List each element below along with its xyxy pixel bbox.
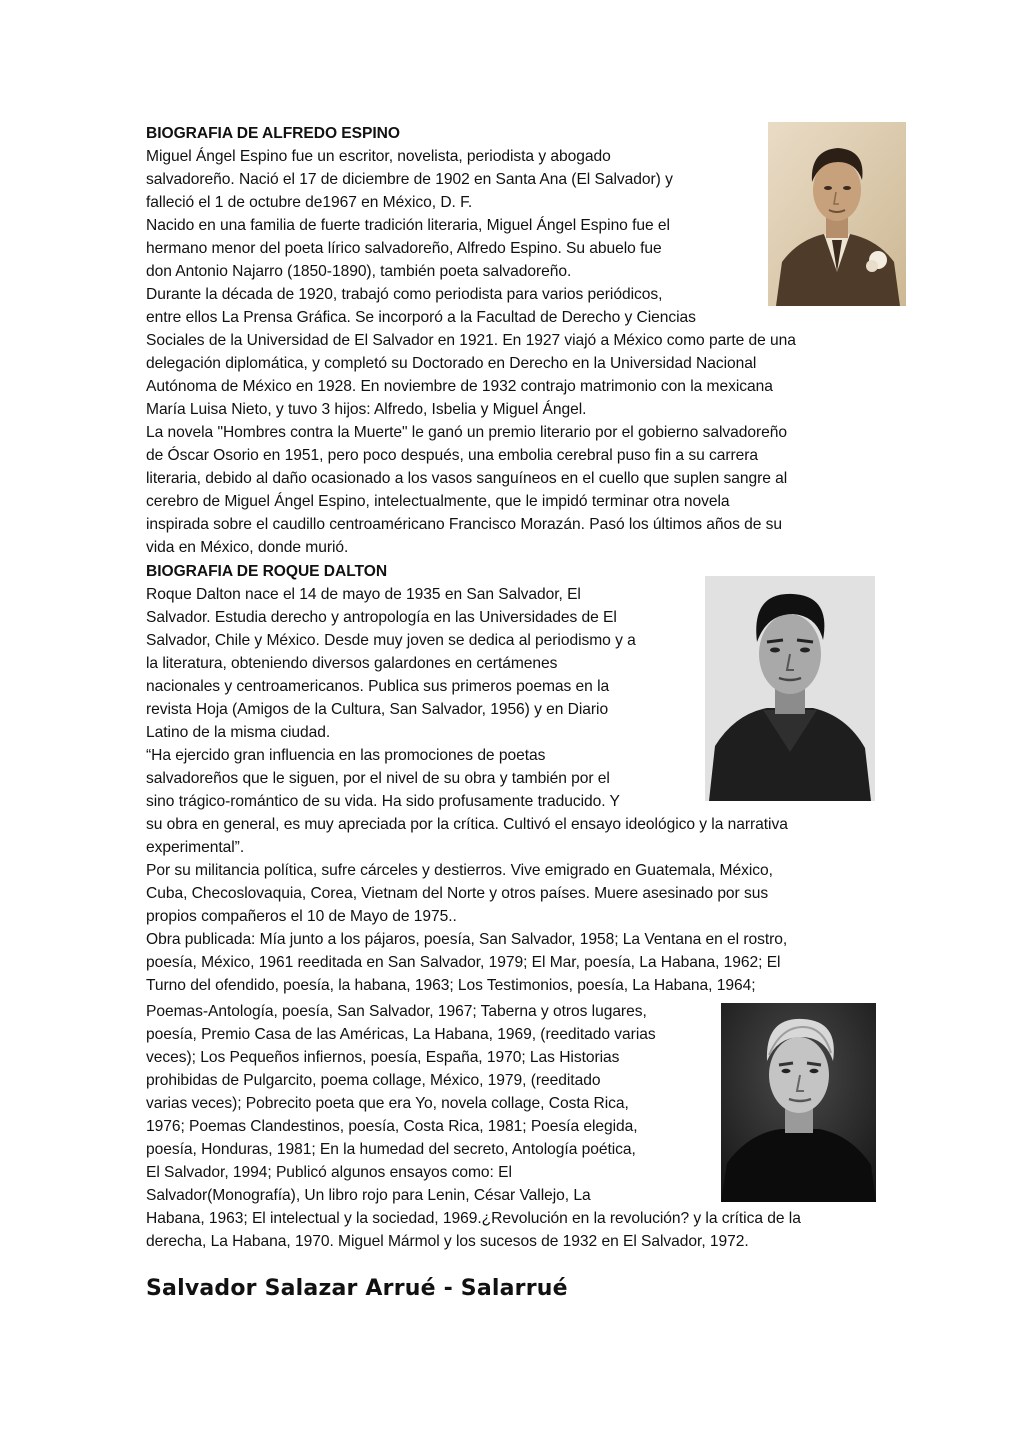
espino-line: Nacido en una familia de fuerte tradición literaria, Miguel Ángel Espino fue el <box>146 217 670 234</box>
espino-line: falleció el 1 de octubre de1967 en México, D. F. <box>146 194 473 211</box>
dalton-line: Turno del ofendido, poesía, la habana, 1963; Los Testimonios, poesía, La Habana, 1964; <box>146 977 756 994</box>
espino-line: entre ellos La Prensa Gráfica. Se incorporó a la Facultad de Derecho y Ciencias <box>146 309 696 326</box>
dalton-line: Obra publicada: Mía junto a los pájaros, poesía, San Salvador, 1958; La Ventana en el rostro, <box>146 931 788 948</box>
dalton-line: revista Hoja (Amigos de la Cultura, San Salvador, 1956) y en Diario <box>146 701 609 718</box>
salarrue-portrait-photo <box>721 1003 876 1202</box>
dalton-line: Roque Dalton nace el 14 de mayo de 1935 en San Salvador, El <box>146 586 581 603</box>
dalton-line: salvadoreños que le siguen, por el nivel de su obra y también por el <box>146 770 610 787</box>
dalton-title: BIOGRAFIA DE ROQUE DALTON <box>146 563 388 580</box>
dalton-line: Poemas-Antología, poesía, San Salvador, 1967; Taberna y otros lugares, <box>146 1003 647 1020</box>
espino-line: vida en México, donde murió. <box>146 539 349 556</box>
dalton-line: varias veces); Pobrecito poeta que era Yo, novela collage, Costa Rica, <box>146 1095 629 1112</box>
dalton-line: poesía, México, 1961 reeditada en San Salvador, 1979; El Mar, poesía, La Habana, 1962; El <box>146 954 781 971</box>
dalton-line: 1976; Poemas Clandestinos, poesía, Costa Rica, 1981; Poesía elegida, <box>146 1118 638 1135</box>
espino-line: delegación diplomática, y completó su Doctorado en Derecho en la Universidad Nacional <box>146 355 757 372</box>
dalton-line: “Ha ejercido gran influencia en las promociones de poetas <box>146 747 546 764</box>
dalton-line: la literatura, obteniendo diversos galardones en certámenes <box>146 655 558 672</box>
dalton-line: Cuba, Checoslovaquia, Corea, Vietnam del Norte y otros países. Muere asesinado por sus <box>146 885 769 902</box>
dalton-line: poesía, Premio Casa de las Américas, La Habana, 1969, (reeditado varias <box>146 1026 656 1043</box>
dalton-line: Habana, 1963; El intelectual y la sociedad, 1969.¿Revolución en la revolución? y la crítica de la <box>146 1210 801 1227</box>
espino-line: Sociales de la Universidad de El Salvador en 1921. En 1927 viajó a México como parte de una <box>146 332 796 349</box>
espino-line: La novela "Hombres contra la Muerte" le ganó un premio literario por el gobierno salvadoreño <box>146 424 787 441</box>
dalton-line: propios compañeros el 10 de Mayo de 1975.. <box>146 908 457 925</box>
espino-line: de Óscar Osorio en 1951, pero poco después, una embolia cerebral puso fin a su carrera <box>146 447 759 464</box>
espino-line: cerebro de Miguel Ángel Espino, intelectualmente, que le impidó terminar otra novela <box>146 493 730 510</box>
espino-line: salvadoreño. Nació el 17 de diciembre de 1902 en Santa Ana (El Salvador) y <box>146 171 673 188</box>
dalton-line: El Salvador, 1994; Publicó algunos ensayos como: El <box>146 1164 512 1181</box>
dalton-line: sino trágico-romántico de su vida. Ha sido profusamente traducido. Y <box>146 793 620 810</box>
espino-portrait-photo <box>768 122 906 306</box>
espino-line: don Antonio Najarro (1850-1890), también poeta salvadoreño. <box>146 263 572 280</box>
dalton-line: poesía, Honduras, 1981; En la humedad del secreto, Antología poética, <box>146 1141 636 1158</box>
espino-line: hermano menor del poeta lírico salvadoreño, Alfredo Espino. Su abuelo fue <box>146 240 662 257</box>
dalton-line: Salvador. Estudia derecho y antropología en las Universidades de El <box>146 609 617 626</box>
espino-line: Durante la década de 1920, trabajó como periodista para varios periódicos, <box>146 286 663 303</box>
dalton-line: derecha, La Habana, 1970. Miguel Mármol y los sucesos de 1932 en El Salvador, 1972. <box>146 1233 749 1250</box>
espino-line: Autónoma de México en 1928. En noviembre de 1932 contrajo matrimonio con la mexicana <box>146 378 773 395</box>
dalton-portrait-photo <box>705 576 875 801</box>
dalton-line: prohibidas de Pulgarcito, poema collage, México, 1979, (reeditado <box>146 1072 601 1089</box>
espino-line: inspirada sobre el caudillo centroaméricano Francisco Morazán. Pasó los últimos años de su <box>146 516 783 533</box>
espino-line: María Luisa Nieto, y tuvo 3 hijos: Alfredo, Isbelia y Miguel Ángel. <box>146 401 587 418</box>
espino-line: Miguel Ángel Espino fue un escritor, novelista, periodista y abogado <box>146 148 611 165</box>
dalton-line: Salvador, Chile y México. Desde muy joven se dedica al periodismo y a <box>146 632 636 649</box>
dalton-line: experimental”. <box>146 839 245 856</box>
espino-title: BIOGRAFIA DE ALFREDO ESPINO <box>146 125 400 142</box>
dalton-line: veces); Los Pequeños infiernos, poesía, España, 1970; Las Historias <box>146 1049 620 1066</box>
dalton-line: su obra en general, es muy apreciada por la crítica. Cultivó el ensayo ideológico y la narrativa <box>146 816 788 833</box>
dalton-line: Salvador(Monografía), Un libro rojo para Lenin, César Vallejo, La <box>146 1187 591 1204</box>
dalton-line: nacionales y centroamericanos. Publica sus primeros poemas en la <box>146 678 610 695</box>
dalton-line: Por su militancia política, sufre cárceles y destierros. Vive emigrado en Guatemala, México, <box>146 862 773 879</box>
espino-line: literaria, debido al daño ocasionado a los vasos sanguíneos en el cuello que suplen sangre al <box>146 470 788 487</box>
dalton-line: Latino de la misma ciudad. <box>146 724 331 741</box>
salarrue-heading: Salvador Salazar Arrué - Salarrué <box>146 1276 568 1301</box>
